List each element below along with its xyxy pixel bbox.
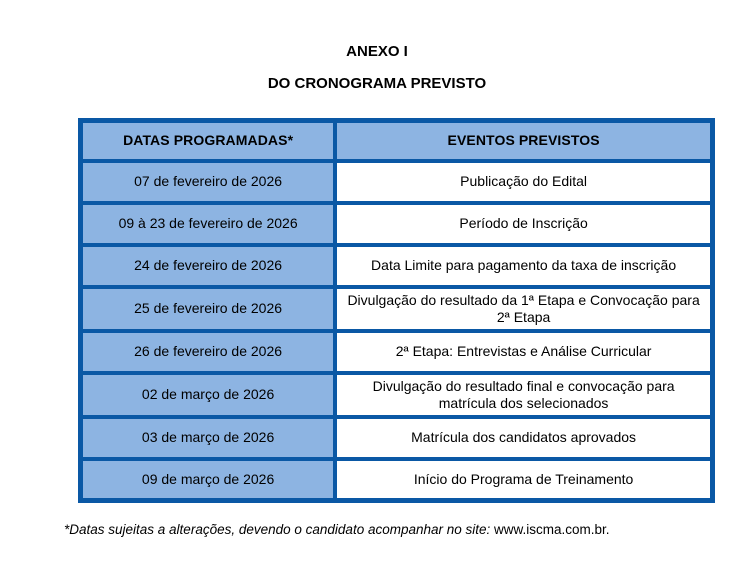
table-row (81, 245, 713, 287)
event-cell: Data Limite para pagamento da taxa de inscrição (335, 245, 712, 287)
schedule-table-wrapper (78, 118, 715, 503)
table-row (81, 373, 713, 417)
column-header-dates: DATAS PROGRAMADAS* (81, 121, 336, 161)
event-cell: 2ª Etapa: Entrevistas e Análise Curricular (335, 331, 712, 373)
date-cell: 09 de março de 2026 (81, 459, 336, 501)
event-cell: Publicação do Edital (335, 161, 712, 203)
footnote-text: *Datas sujeitas a alterações, devendo o candidato acompanhar no site: (64, 522, 495, 537)
event-cell: Período de Inscrição (335, 203, 712, 245)
date-cell: 25 de fevereiro de 2026 (81, 287, 336, 331)
date-cell: 26 de fevereiro de 2026 (81, 331, 336, 373)
date-cell: 07 de fevereiro de 2026 (81, 161, 336, 203)
footnote-site-url: www.iscma.com.br. (494, 522, 610, 537)
event-cell: Divulgação do resultado da 1ª Etapa e Convocação para 2ª Etapa (335, 287, 712, 331)
event-cell: Matrícula dos candidatos aprovados (335, 417, 712, 459)
table-row (81, 331, 713, 373)
table-row (81, 203, 713, 245)
table-row (81, 287, 713, 331)
date-cell: 09 à 23 de fevereiro de 2026 (81, 203, 336, 245)
table-row (81, 161, 713, 203)
header-row (81, 121, 713, 161)
document-header (0, 0, 754, 92)
schedule-title: DO CRONOGRAMA PREVISTO (267, 75, 487, 92)
date-cell: 03 de março de 2026 (81, 417, 336, 459)
event-cell: Divulgação do resultado final e convocação para matrícula dos selecionados (335, 373, 712, 417)
table-row (81, 417, 713, 459)
column-header-events: EVENTOS PREVISTOS (335, 121, 712, 161)
date-cell: 02 de março de 2026 (81, 373, 336, 417)
event-cell: Início do Programa de Treinamento (335, 459, 712, 501)
annex-title: ANEXO I (346, 43, 408, 60)
footnote (64, 522, 754, 538)
table-row (81, 459, 713, 501)
schedule-table (78, 118, 715, 503)
date-cell: 24 de fevereiro de 2026 (81, 245, 336, 287)
